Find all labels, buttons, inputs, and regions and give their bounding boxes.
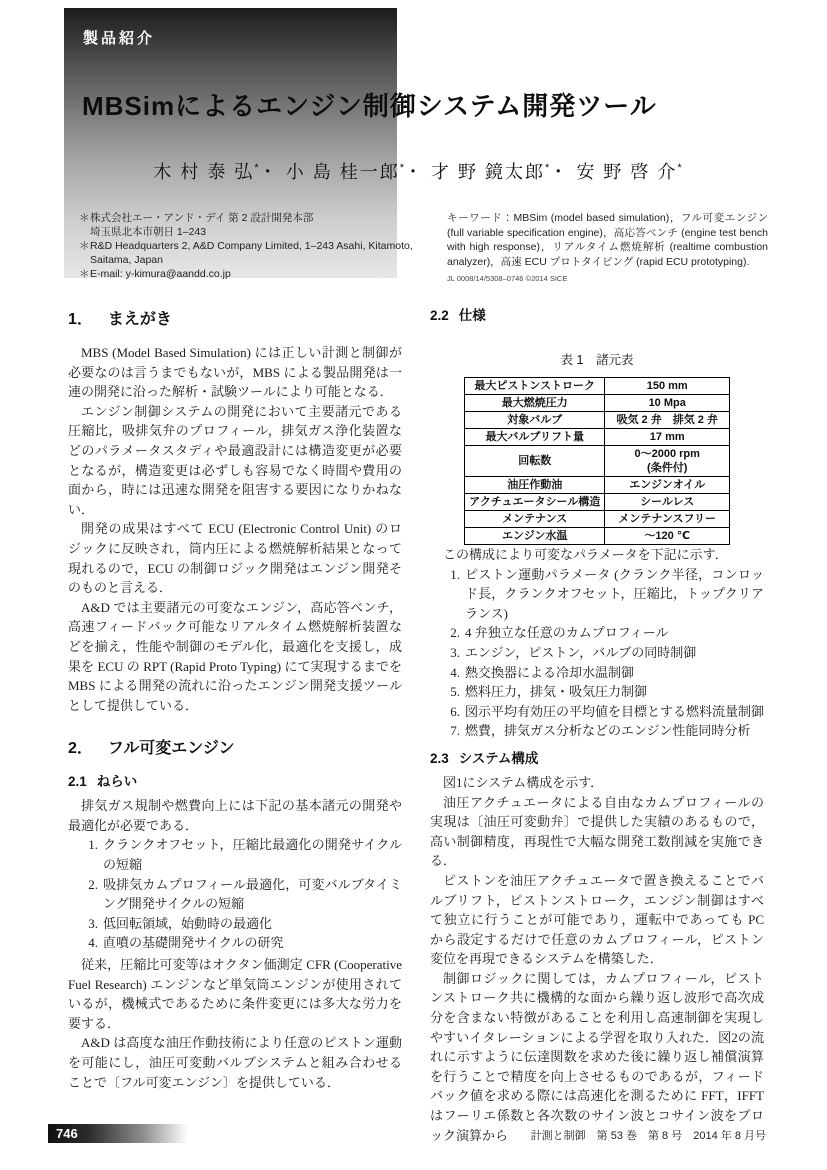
author — [153, 162, 278, 182]
list-item-number: 1. — [450, 566, 460, 582]
table-cell-label: 回転数 — [465, 446, 605, 477]
section-2-1-paragraphs — [68, 955, 402, 1092]
section-2-number: 2． — [68, 740, 93, 758]
spec-table-body — [465, 378, 730, 545]
affiliation-asterisk: ＊ — [79, 240, 90, 252]
table-value-text: ～120 ℃ — [644, 530, 691, 542]
list-item — [81, 914, 402, 934]
list-item-text: ピストン運動パラメータ (クランク半径，コンロッド長，クランクオフセット，圧縮比，トップクリアランス) — [465, 566, 764, 621]
section-2-1-list — [81, 835, 402, 953]
section-2-2-number: 2.2 — [430, 308, 449, 323]
affiliation-text: 埼玉県北本市朝日 1–243 — [90, 226, 207, 238]
table-value-text: 吸気 2 弁 排気 2 弁 — [616, 414, 718, 426]
paragraph: ピストンを油圧アクチュエータで置き換えることでバルブリフト，ピストンストローク，エンジン制御はすべて独立に行うことが可能であり，運転中であっても PC から設定するだけで任意のカムプロフィール，ピストン変位を再現できるシステムを構築した． — [430, 872, 764, 967]
paragraph: A&D は高度な油圧作動技術により任意のピストン運動を可能にし，油圧可変動バルブシステムと組み合わせることで〔フル可変エンジン〕を提供している． — [68, 1035, 402, 1090]
list-item — [443, 623, 764, 643]
after-table-paragraph: この構成により可変なパラメータを下記に示す． — [443, 547, 728, 562]
list-item — [81, 933, 402, 953]
list-item-text: 吸排気カムプロフィール最適化，可変バルブタイミング開発サイクルの短縮 — [103, 876, 402, 912]
list-item-text: 燃費，排気ガス分析などのエンジン性能同時分析 — [465, 723, 751, 739]
table-row — [465, 412, 730, 429]
journal-id: JL 0008/14/5308–0746 ©2014 SICE — [447, 274, 568, 283]
author-asterisk: * — [545, 162, 550, 174]
author-separator: ・ — [549, 162, 570, 182]
section-1-heading — [68, 306, 402, 329]
list-item-text: 直噴の基礎開発サイクルの研究 — [103, 935, 284, 951]
section-1-number: 1． — [68, 311, 93, 328]
affiliation-text: R&D Headquarters 2, A&D Company Limited, 1–243 Asahi, Kitamoto, — [90, 240, 413, 252]
table-row — [465, 429, 730, 446]
list-item-text: 低回転領域，始動時の最適化 — [103, 915, 273, 931]
affiliation-line — [79, 211, 421, 225]
paragraph: A&D では主要諸元の可変なエンジン，高応答ベンチ，高速フィードバック可能なリアルタイム燃焼解析装置などを揃え，性能や制御のモデル化，最適化を支援し，成果を ECU の RPT (Rapid Proto Typing) にて実現するまでを MBS による開発の流れに沿ったエンジン開発支援ツールとして提供している． — [68, 599, 402, 713]
list-item — [443, 643, 764, 663]
section-2-title: フル可変エンジン — [107, 740, 235, 758]
table-cell-label: 対象バルブ — [465, 412, 605, 429]
table-cell-value — [605, 395, 730, 412]
section-2-2-heading — [430, 304, 764, 324]
section-1-title: まえがき — [107, 311, 172, 328]
section-2-1-number: 2.1 — [68, 774, 87, 790]
list-item — [81, 875, 402, 914]
right-column — [430, 298, 764, 1145]
affiliation-line — [79, 239, 421, 253]
table-value-text: 10 Mpa — [648, 397, 686, 409]
table-row — [465, 511, 730, 528]
paragraph: MBS (Model Based Simulation) には正しい計測と制御が必要なのは言うまでもないが，MBS による製品開発は一連の開発に沿った解析・試験ツールにより可能となる． — [68, 345, 402, 400]
list-item-number: 4. — [450, 664, 460, 680]
left-column — [68, 298, 402, 1092]
table-cell-label: アクチュエータシール構造 — [465, 494, 605, 511]
list-item — [443, 702, 764, 722]
affiliation-text: Saitama, Japan — [90, 254, 163, 266]
table-row — [465, 528, 730, 545]
list-item-text: 4 弁独立な任意のカムプロフィール — [465, 625, 669, 641]
table-row — [465, 494, 730, 511]
table-cell-value — [605, 429, 730, 446]
paragraph: 油圧アクチュエータによる自由なカムプロフィールの実現は〔油圧可変動弁〕で提供した実績のあるもので，高い制御精度，再現性で大幅な開発工数削減を実施できる． — [430, 794, 764, 869]
list-item-number: 3. — [88, 915, 98, 931]
affiliation-asterisk: ＊ — [79, 212, 90, 224]
section-2-2-list — [443, 565, 764, 741]
author-name: 才 野 鏡太郎 — [431, 162, 546, 182]
authors-line — [68, 158, 767, 184]
footer-journal-info: 計測と制御 第 53 巻 第 8 号 2014 年 8 月号 — [530, 1130, 766, 1142]
author — [431, 162, 569, 182]
author-name: 木 村 泰 弘 — [153, 162, 255, 182]
keywords-text: キーワード：MBSim (model based simulation)，フル可変エンジン (full variable specification engine)，高応答ベンチ (engine test bench with high response)，リアルタイム燃焼解析 (realtime combustion analyzer)，高速 ECU プロトタイピング (rapid ECU prototyping). — [447, 212, 768, 268]
table-cell-value — [605, 477, 730, 494]
table-cell-label: メンテナンス — [465, 511, 605, 528]
author-name: 小 島 桂一郎 — [285, 162, 400, 182]
list-item-number: 2. — [88, 876, 98, 892]
section-2-3-paragraphs — [430, 773, 764, 1145]
paragraph: エンジン制御システムの開発において主要諸元である圧縮比，吸排気弁のプロフィール，排気ガス浄化装置などのパラメータスタディや最適設計には構造変更が必要となるが，構造変更は必ずしも容易でなく時間や費用の面から，時には迅速な開発を阻害する要因になりかねない． — [68, 403, 402, 517]
paragraph: 制御ロジックに関しては，カムプロフィール，ピストンストローク共に機構的な面から繰り返し波形で高次成分を含まない特徴があることを利用し高速制御を実現しやすいイタレーションによる学習を取り入れた．図2の流れに示すように伝達関数を求めた後に繰り返し補償演算を行うことで精度を向上させるものであるが，フィードバック値を求める際には高速化を測るために FFT，IFFT はフーリエ係数と各次数のサイン波とコサイン波をブロック演算から — [430, 970, 764, 1143]
section-1-paragraphs — [68, 343, 402, 715]
table-cell-label: エンジン水温 — [465, 528, 605, 545]
page-title: MBSimによるエンジン制御システム開発ツール — [82, 91, 657, 121]
section-2-3-heading — [430, 747, 764, 767]
author-asterisk: * — [254, 162, 259, 174]
table-cell-value — [605, 412, 730, 429]
table-cell-label: 最大燃焼圧力 — [465, 395, 605, 412]
table-row — [465, 378, 730, 395]
list-item-number: 5. — [450, 684, 460, 700]
table-row — [465, 395, 730, 412]
list-item-number: 4. — [88, 935, 98, 951]
section-2-3-number: 2.3 — [430, 750, 449, 766]
affiliation-asterisk — [79, 225, 90, 239]
table-value-text: 0～2000 rpm — [634, 448, 700, 460]
paragraph: 従来，圧縮比可変等はオクタン価測定 CFR (Cooperative Fuel Research) エンジンなど単気筒エンジンが使用されているが，機械式であるために条件変更には多大な労力を要する． — [68, 957, 402, 1031]
table-value-text: メンテナンスフリー — [618, 513, 717, 525]
list-item-text: 熱交換器による冷却水温制御 — [465, 664, 635, 680]
author-separator: ・ — [258, 162, 279, 182]
table-value-text: 17 mm — [649, 431, 685, 443]
page-number: 746 — [56, 1126, 78, 1141]
affiliation-asterisk: ＊ — [79, 268, 90, 280]
list-item-text: エンジン，ピストン，バルブの同時制御 — [465, 644, 697, 660]
list-item-text: 燃料圧力，排気・吸気圧力制御 — [465, 684, 648, 700]
affiliation-text: 株式会社エー・アンド・デイ 第 2 設計開発本部 — [90, 212, 314, 224]
list-item-number: 7. — [450, 723, 460, 739]
list-item-text: 図示平均有効圧の平均値を目標とする燃料流量制御 — [465, 703, 765, 719]
affiliation-line — [79, 225, 421, 239]
list-item-text: クランクオフセット，圧縮比最適化の開発サイクルの短縮 — [103, 837, 402, 873]
list-item — [443, 721, 764, 741]
list-item-number: 2. — [450, 625, 460, 641]
author-asterisk: * — [399, 162, 404, 174]
table-cell-value — [605, 378, 730, 395]
table-value-text: 150 mm — [646, 380, 688, 392]
list-item — [443, 663, 764, 683]
spec-table — [464, 377, 730, 545]
section-2-1-intro: 排気ガス規制や燃費向上には下記の基本諸元の開発や最適化が必要である． — [68, 798, 402, 833]
section-2-1-heading — [68, 770, 402, 790]
list-item-number: 6. — [450, 703, 460, 719]
keywords-block — [447, 211, 768, 287]
table-value-note: (条件付) — [647, 462, 688, 474]
table-value-text: エンジンオイル — [629, 479, 706, 491]
author — [286, 162, 424, 182]
table-cell-value — [605, 528, 730, 545]
affiliation-text: E-mail: y-kimura@aandd.co.jp — [90, 268, 231, 280]
affiliation-line — [79, 267, 421, 281]
list-item — [81, 835, 402, 874]
table-cell-value — [605, 494, 730, 511]
list-item — [443, 682, 764, 702]
table-cell-label: 最大ピストンストローク — [465, 378, 605, 395]
author — [576, 162, 681, 182]
section-2-1-title: ねらい — [96, 774, 138, 790]
table-cell-value — [605, 446, 730, 477]
section-2-3-title: システム構成 — [458, 750, 539, 766]
affiliation-line — [79, 253, 421, 267]
table-row — [465, 477, 730, 494]
list-item — [443, 565, 764, 624]
author-asterisk: * — [677, 162, 682, 174]
table-row — [465, 446, 730, 477]
list-item-number: 3. — [450, 644, 460, 660]
paragraph: 開発の成果はすべて ECU (Electronic Control Unit) のロジックに反映され，筒内圧による燃焼解析結果となって現れるので，ECU の制御ロジック開発はエンジン開発そのものと言える． — [68, 521, 402, 596]
table-value-text: シールレス — [640, 496, 695, 508]
table-caption: 表 1 諸元表 — [560, 353, 634, 367]
affiliation-block — [79, 211, 421, 281]
section-2-heading — [68, 735, 402, 758]
table-cell-value — [605, 511, 730, 528]
category-label: 製品紹介 — [83, 30, 156, 47]
page-number-band — [48, 1124, 188, 1143]
table-cell-label: 最大バルブリフト量 — [465, 429, 605, 446]
table-cell-label: 油圧作動油 — [465, 477, 605, 494]
list-item-number: 1. — [88, 837, 98, 853]
author-name: 安 野 啓 介 — [576, 162, 678, 182]
affiliation-asterisk — [79, 253, 90, 267]
section-2-2-title: 仕様 — [458, 308, 486, 323]
paragraph: 図1にシステム構成を示す． — [443, 774, 604, 790]
author-separator: ・ — [403, 162, 424, 182]
